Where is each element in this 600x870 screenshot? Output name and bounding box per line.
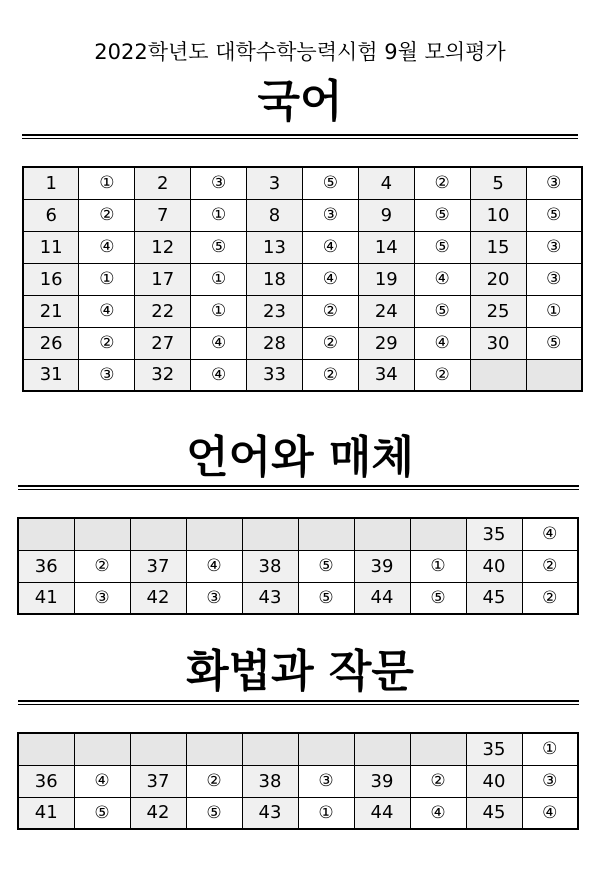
- answer-table-speech-writing: [17, 732, 579, 830]
- question-number: 42: [130, 582, 186, 614]
- answer-mark: ⑤: [186, 797, 242, 829]
- table-row: [23, 199, 582, 231]
- answer-mark: ③: [302, 199, 358, 231]
- answer-mark: ④: [410, 797, 466, 829]
- answer-mark: ④: [79, 295, 135, 327]
- empty-cell: [298, 518, 354, 550]
- answer-mark: ②: [186, 765, 242, 797]
- question-number: 29: [358, 327, 414, 359]
- question-number: 45: [466, 582, 522, 614]
- empty-cell: [410, 518, 466, 550]
- table-row: [18, 765, 578, 797]
- empty-cell: [242, 733, 298, 765]
- table-row: [18, 797, 578, 829]
- table-row: [23, 231, 582, 263]
- table-row: [18, 550, 578, 582]
- question-number: 28: [247, 327, 303, 359]
- question-number: 43: [242, 797, 298, 829]
- answer-mark: ③: [298, 765, 354, 797]
- answer-mark: ⑤: [410, 582, 466, 614]
- question-number: 31: [23, 359, 79, 391]
- answer-mark: ②: [74, 550, 130, 582]
- answer-mark: ③: [526, 167, 582, 199]
- question-number: 37: [130, 550, 186, 582]
- question-number: 40: [466, 765, 522, 797]
- table-row: [23, 295, 582, 327]
- table-row: [23, 263, 582, 295]
- answer-mark: ②: [79, 327, 135, 359]
- answer-mark: ①: [191, 295, 247, 327]
- answer-table-language-media: [17, 517, 579, 615]
- answer-mark: ①: [191, 199, 247, 231]
- answer-mark: ⑤: [526, 327, 582, 359]
- table-row: [18, 518, 578, 550]
- table-row: [23, 359, 582, 391]
- question-number: 23: [247, 295, 303, 327]
- answer-mark: ④: [522, 518, 578, 550]
- answer-mark: ③: [74, 582, 130, 614]
- answer-mark: ⑤: [74, 797, 130, 829]
- section-rule: [18, 485, 579, 490]
- question-number: 13: [247, 231, 303, 263]
- answer-mark: ③: [186, 582, 242, 614]
- question-number: 17: [135, 263, 191, 295]
- section-title-speech-writing: 화법과 작문: [186, 646, 414, 697]
- empty-cell: [410, 733, 466, 765]
- question-number: 38: [242, 550, 298, 582]
- question-number: 3: [247, 167, 303, 199]
- answer-mark: ④: [186, 550, 242, 582]
- question-number: 44: [354, 797, 410, 829]
- question-number: 37: [130, 765, 186, 797]
- empty-cell: [298, 733, 354, 765]
- answer-mark: ③: [526, 231, 582, 263]
- answer-mark: ③: [526, 263, 582, 295]
- question-number: 44: [354, 582, 410, 614]
- empty-cell: [242, 518, 298, 550]
- question-number: 26: [23, 327, 79, 359]
- answer-mark: ⑤: [298, 582, 354, 614]
- question-number: 41: [18, 582, 74, 614]
- answer-mark: ④: [191, 327, 247, 359]
- section-rule: [18, 700, 579, 705]
- answer-mark: ⑤: [191, 231, 247, 263]
- answer-mark: ②: [522, 582, 578, 614]
- answer-mark: ④: [414, 263, 470, 295]
- section-title-language-media: 언어와 매체: [186, 432, 414, 483]
- question-number: 36: [18, 550, 74, 582]
- answer-mark: ①: [79, 263, 135, 295]
- question-number: 8: [247, 199, 303, 231]
- empty-cell: [354, 733, 410, 765]
- question-number: 24: [358, 295, 414, 327]
- question-number: 9: [358, 199, 414, 231]
- question-number: 7: [135, 199, 191, 231]
- answer-mark: ④: [191, 359, 247, 391]
- answer-mark: ④: [79, 231, 135, 263]
- empty-cell: [186, 733, 242, 765]
- question-number: 35: [466, 733, 522, 765]
- question-number: 43: [242, 582, 298, 614]
- answer-mark: ⑤: [298, 550, 354, 582]
- exam-header: 2022학년도 대학수학능력시험 9월 모의평가: [94, 40, 506, 64]
- question-number: 16: [23, 263, 79, 295]
- question-number: 40: [466, 550, 522, 582]
- question-number: 18: [247, 263, 303, 295]
- question-number: 38: [242, 765, 298, 797]
- answer-mark: ①: [522, 733, 578, 765]
- question-number: 25: [470, 295, 526, 327]
- answer-mark: ③: [522, 765, 578, 797]
- answer-mark: ⑤: [414, 295, 470, 327]
- answer-mark: ②: [302, 327, 358, 359]
- answer-mark: ②: [410, 765, 466, 797]
- question-number: 2: [135, 167, 191, 199]
- answer-mark: ④: [522, 797, 578, 829]
- answer-mark: ⑤: [414, 231, 470, 263]
- answer-mark: ①: [79, 167, 135, 199]
- question-number: 34: [358, 359, 414, 391]
- empty-cell: [354, 518, 410, 550]
- question-number: 11: [23, 231, 79, 263]
- answer-mark: ②: [302, 295, 358, 327]
- empty-cell: [130, 733, 186, 765]
- answer-mark: ⑤: [302, 167, 358, 199]
- table-row: [23, 167, 582, 199]
- question-number: 27: [135, 327, 191, 359]
- question-number: 36: [18, 765, 74, 797]
- question-number: 10: [470, 199, 526, 231]
- question-number: 30: [470, 327, 526, 359]
- answer-mark: ②: [302, 359, 358, 391]
- question-number: 35: [466, 518, 522, 550]
- answer-table-korean: [22, 166, 583, 392]
- section-rule: [22, 134, 578, 139]
- answer-mark: ②: [414, 167, 470, 199]
- question-number: 45: [466, 797, 522, 829]
- empty-cell: [18, 518, 74, 550]
- question-number: 41: [18, 797, 74, 829]
- question-number: 39: [354, 765, 410, 797]
- question-number: 1: [23, 167, 79, 199]
- answer-mark: ⑤: [414, 199, 470, 231]
- answer-mark: ①: [191, 263, 247, 295]
- question-number: 22: [135, 295, 191, 327]
- question-number: 42: [130, 797, 186, 829]
- table-row: [18, 582, 578, 614]
- answer-mark: ③: [191, 167, 247, 199]
- question-number: 33: [247, 359, 303, 391]
- answer-mark: ②: [414, 359, 470, 391]
- empty-cell: [526, 359, 582, 391]
- question-number: 5: [470, 167, 526, 199]
- question-number: 12: [135, 231, 191, 263]
- answer-mark: ①: [526, 295, 582, 327]
- empty-cell: [74, 518, 130, 550]
- table-row: [18, 733, 578, 765]
- question-number: 21: [23, 295, 79, 327]
- question-number: 20: [470, 263, 526, 295]
- question-number: 32: [135, 359, 191, 391]
- answer-mark: ①: [298, 797, 354, 829]
- answer-mark: ⑤: [526, 199, 582, 231]
- answer-mark: ④: [414, 327, 470, 359]
- empty-cell: [186, 518, 242, 550]
- answer-mark: ①: [410, 550, 466, 582]
- question-number: 6: [23, 199, 79, 231]
- answer-mark: ④: [302, 263, 358, 295]
- question-number: 4: [358, 167, 414, 199]
- answer-mark: ②: [522, 550, 578, 582]
- answer-mark: ④: [302, 231, 358, 263]
- answer-mark: ④: [74, 765, 130, 797]
- table-row: [23, 327, 582, 359]
- answer-mark: ③: [79, 359, 135, 391]
- empty-cell: [18, 733, 74, 765]
- answer-mark: ②: [79, 199, 135, 231]
- question-number: 14: [358, 231, 414, 263]
- question-number: 39: [354, 550, 410, 582]
- question-number: 19: [358, 263, 414, 295]
- question-number: 15: [470, 231, 526, 263]
- empty-cell: [74, 733, 130, 765]
- empty-cell: [130, 518, 186, 550]
- section-title-korean: 국어: [257, 76, 343, 127]
- empty-cell: [470, 359, 526, 391]
